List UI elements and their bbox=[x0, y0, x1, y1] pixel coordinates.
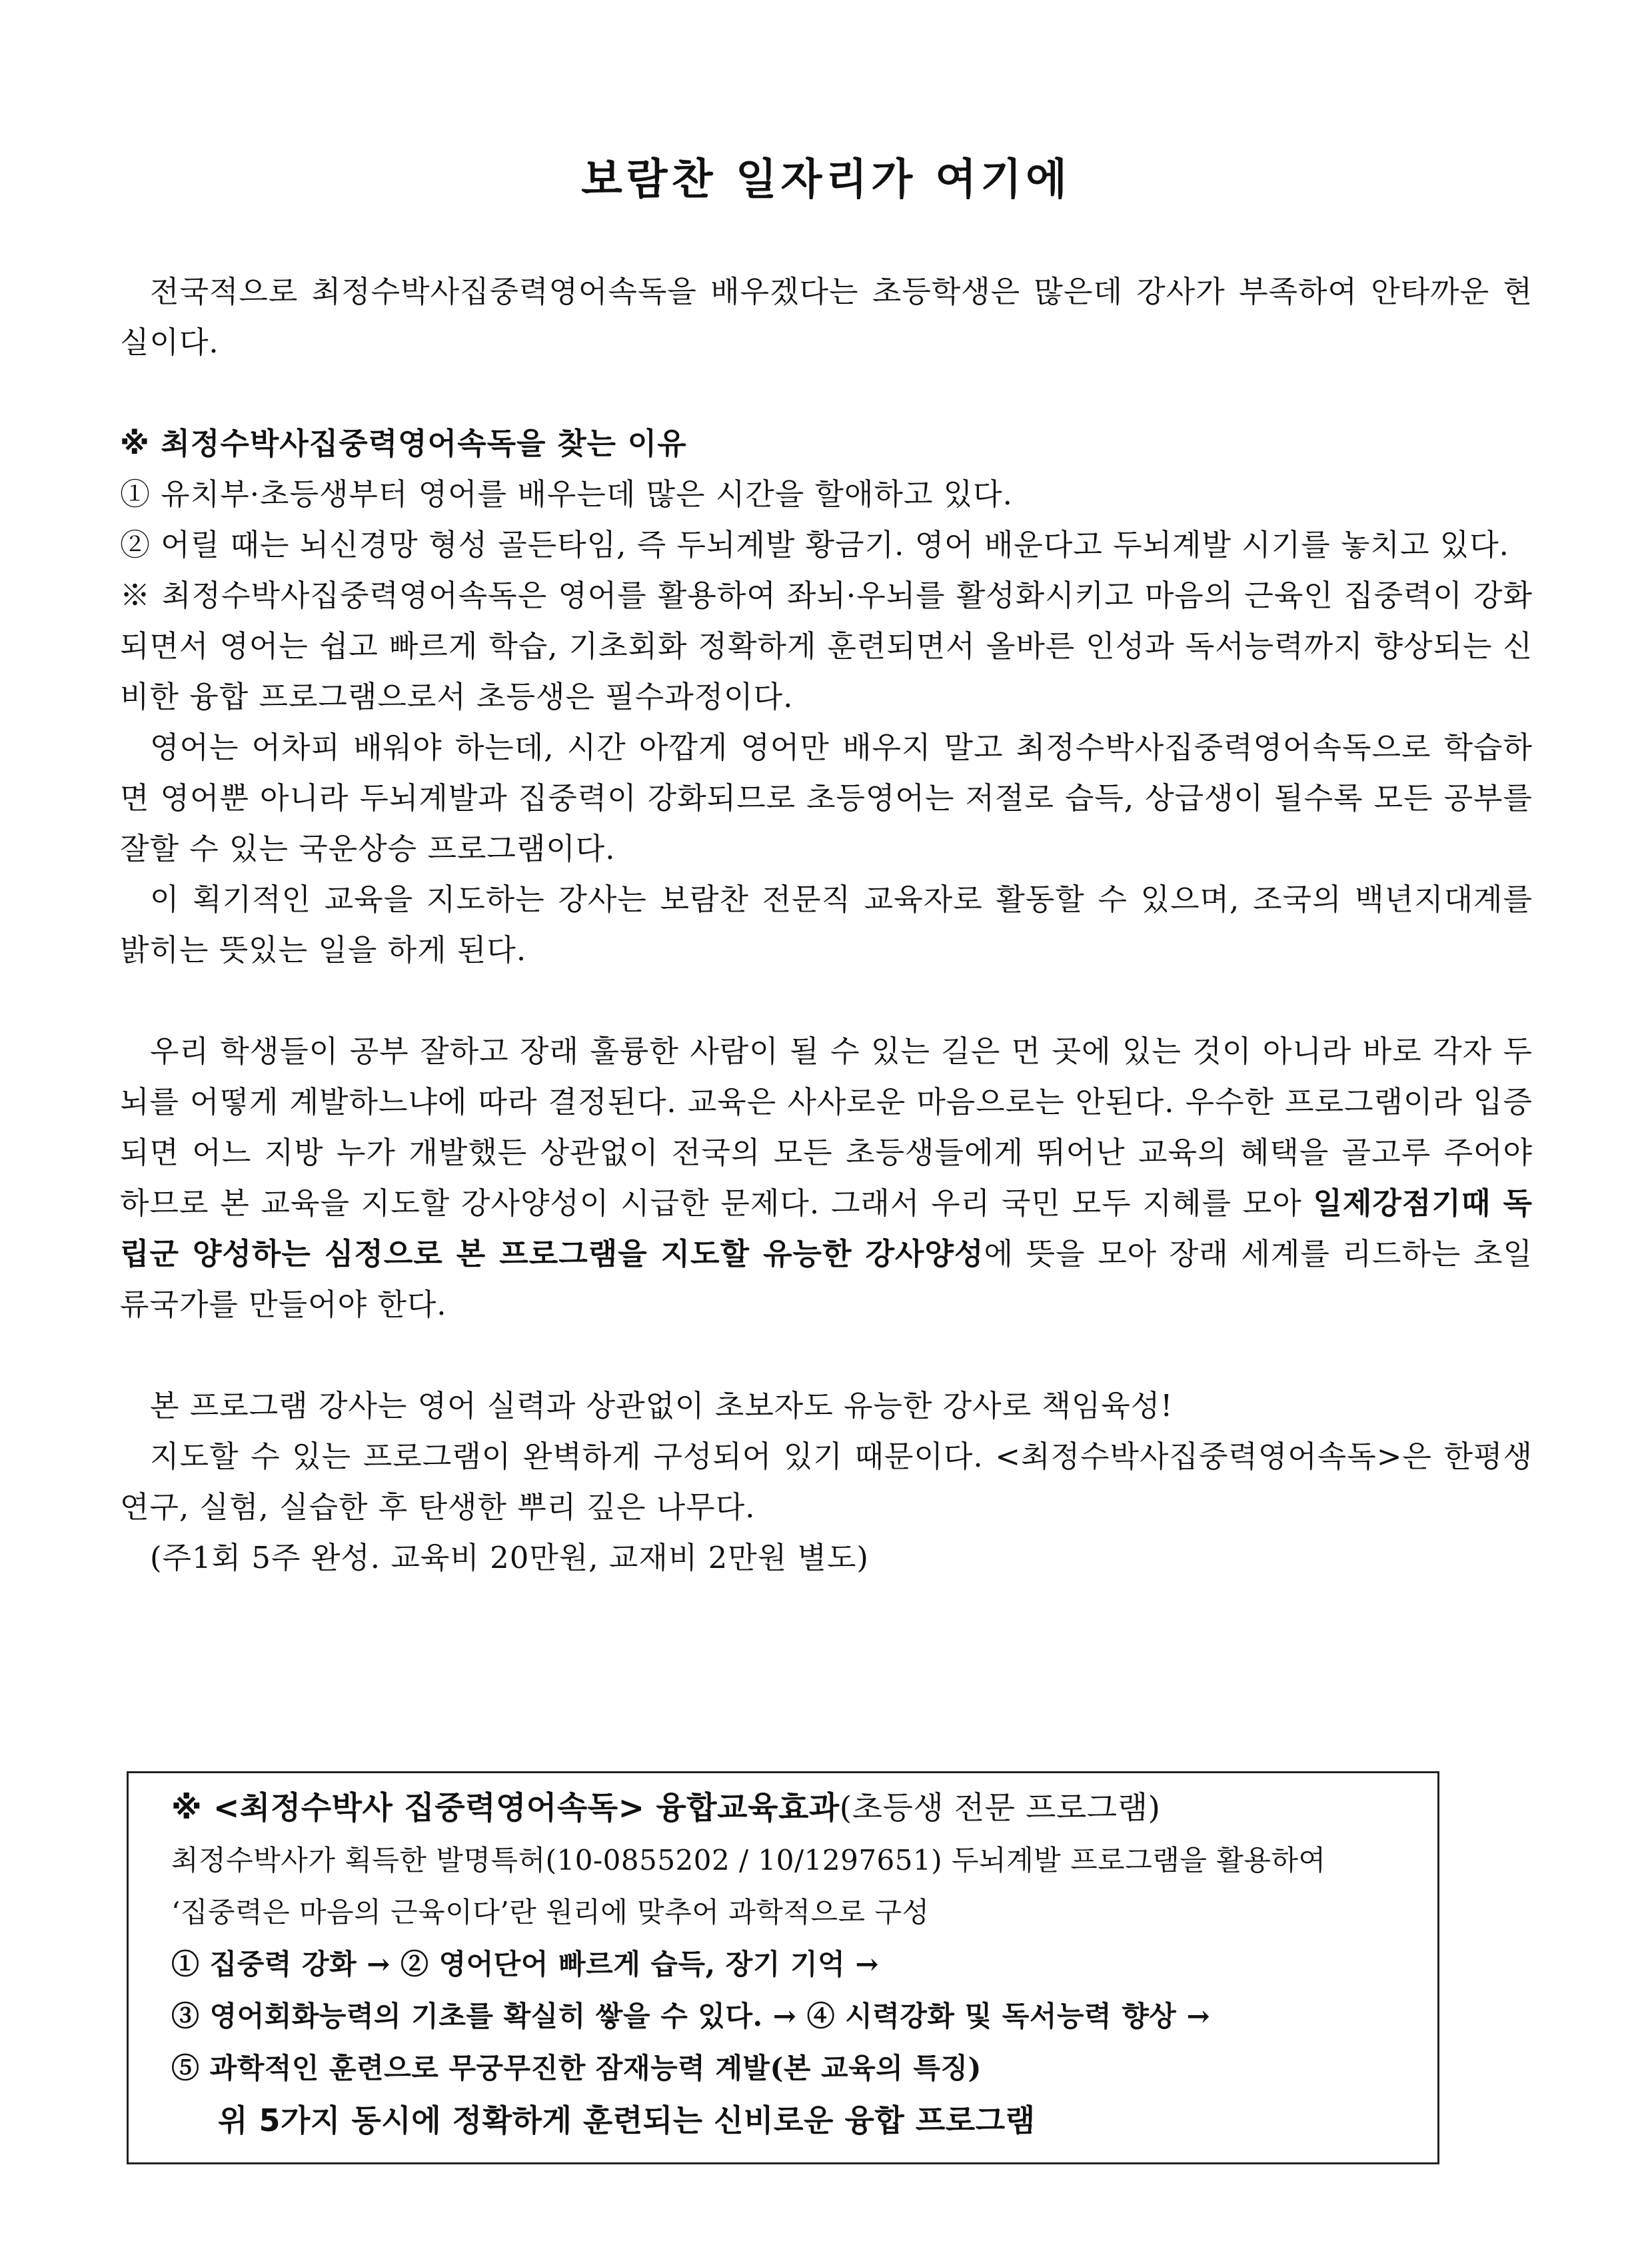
document-body bbox=[120, 267, 1533, 1583]
reason-item-1: ① 유치부·초등생부터 영어를 배우는데 많은 시간을 할애하고 있다. bbox=[120, 476, 1013, 512]
instructor-line-2: 지도할 수 있는 프로그램이 완벽하게 구성되어 있기 때문이다. <최정수박사집중력영어속독>은 한평생 연구, 실험, 실습한 후 탄생한 뿌리 깊은 나무다. bbox=[120, 1439, 1533, 1525]
box-final-line: 위 5가지 동시에 정확하게 훈련되는 신비로운 융합 프로그램 bbox=[218, 2102, 1036, 2138]
spacer bbox=[120, 976, 1533, 1026]
spacer bbox=[120, 1330, 1533, 1381]
spacer bbox=[120, 368, 1533, 418]
box-line-3: ① 집중력 강화 → ② 영어단어 빠르게 습득, 장기 기억 → bbox=[171, 1948, 880, 1980]
education-effect-box bbox=[127, 1771, 1439, 2164]
instructor-line-1: 본 프로그램 강사는 영어 실력과 상관없이 초보자도 유능한 강사로 책임육성! bbox=[150, 1388, 1174, 1423]
box-line-5: ⑤ 과학적인 훈련으로 무궁무진한 잠재능력 계발(본 교육의 특징) bbox=[171, 2052, 982, 2084]
education-text-a: 우리 학생들이 공부 잘하고 장래 훌륭한 사람이 될 수 있는 길은 먼 곳에 있는 것이 아니라 바로 각자 두뇌를 어떻게 계발하느냐에 따라 결정된다. 교육은 사사로운 마음으로는 안된다. 우수한 프로그램이라 입증되면 어느 지방 누가 개발했든 상관없이 전국의 모든 초등생들에게 뛰어난 교육의 혜택을 골고루 주어야 하므로 본 교육을 지도할 강사양성이 시급한 문제다. 그래서 우리 국민 모두 지혜를 모아 bbox=[120, 1034, 1533, 1221]
box-line-4: ③ 영어회화능력의 기초를 확실히 쌓을 수 있다. → ④ 시력강화 및 독서능력 향상 → bbox=[171, 2000, 1211, 2032]
box-header bbox=[171, 1783, 1437, 1835]
intro-paragraph: 전국적으로 최정수박사집중력영어속독을 배우겠다는 초등학생은 많은데 강사가 부족하여 안타까운 현실이다. bbox=[120, 274, 1533, 360]
education-emphasis: 일제강점기때 독립군 양성하는 심정으로 본 프로그램을 지도할 유능한 강사양성 bbox=[120, 1185, 1533, 1271]
instructor-line-3: (주1회 5주 완성. 교육비 20만원, 교재비 2만원 별도) bbox=[150, 1540, 869, 1575]
reason-heading: ※ 최정수박사집중력영어속독을 찾는 이유 bbox=[120, 426, 687, 461]
reason-paragraph-1: 영어는 어차피 배워야 하는데, 시간 아깝게 영어만 배우지 말고 최정수박사집중력영어속독으로 학습하면 영어뿐 아니라 두뇌계발과 집중력이 강화되므로 초등영어는 저절로 습득, 상급생이 될수록 모든 공부를 잘할 수 있는 국운상승 프로그램이다. bbox=[120, 730, 1533, 866]
education-text-b: 에 뜻을 모아 장래 세계를 리드하는 초일류국가를 만들어야 한다. bbox=[120, 1236, 1533, 1322]
box-header-normal: (초등생 전문 프로그램) bbox=[839, 1790, 1161, 1827]
box-header-bold: ※ <최정수박사 집중력영어속독> 융합교육효과 bbox=[171, 1790, 840, 1827]
reason-note: ※ 최정수박사집중력영어속독은 영어를 활용하여 좌뇌·우뇌를 활성화시키고 마음의 근육인 집중력이 강화되면서 영어는 쉽고 빠르게 학습, 기초회화 정확하게 훈련되면서 올바른 인성과 독서능력까지 향상되는 신비한 융합 프로그램으로서 초등생은 필수과정이다. bbox=[120, 578, 1533, 714]
box-line-2: ‘집중력은 마음의 근육이다’란 원리에 맞추어 과학적으로 구성 bbox=[171, 1896, 930, 1928]
reason-paragraph-2: 이 획기적인 교육을 지도하는 강사는 보람찬 전문직 교육자로 활동할 수 있으며, 조국의 백년지대계를 밝히는 뜻있는 일을 하게 된다. bbox=[120, 882, 1533, 968]
box-line-1: 최정수박사가 획득한 발명특허(10-0855202 / 10/1297651) 두뇌계발 프로그램을 활용하여 bbox=[171, 1844, 1326, 1877]
education-paragraph bbox=[120, 1026, 1533, 1330]
reason-item-2: ② 어릴 때는 뇌신경망 형성 골든타임, 즉 두뇌계발 황금기. 영어 배운다고 두뇌계발 시기를 놓치고 있다. bbox=[120, 527, 1509, 562]
page-title: 보람찬 일자리가 여기에 bbox=[581, 155, 1071, 205]
